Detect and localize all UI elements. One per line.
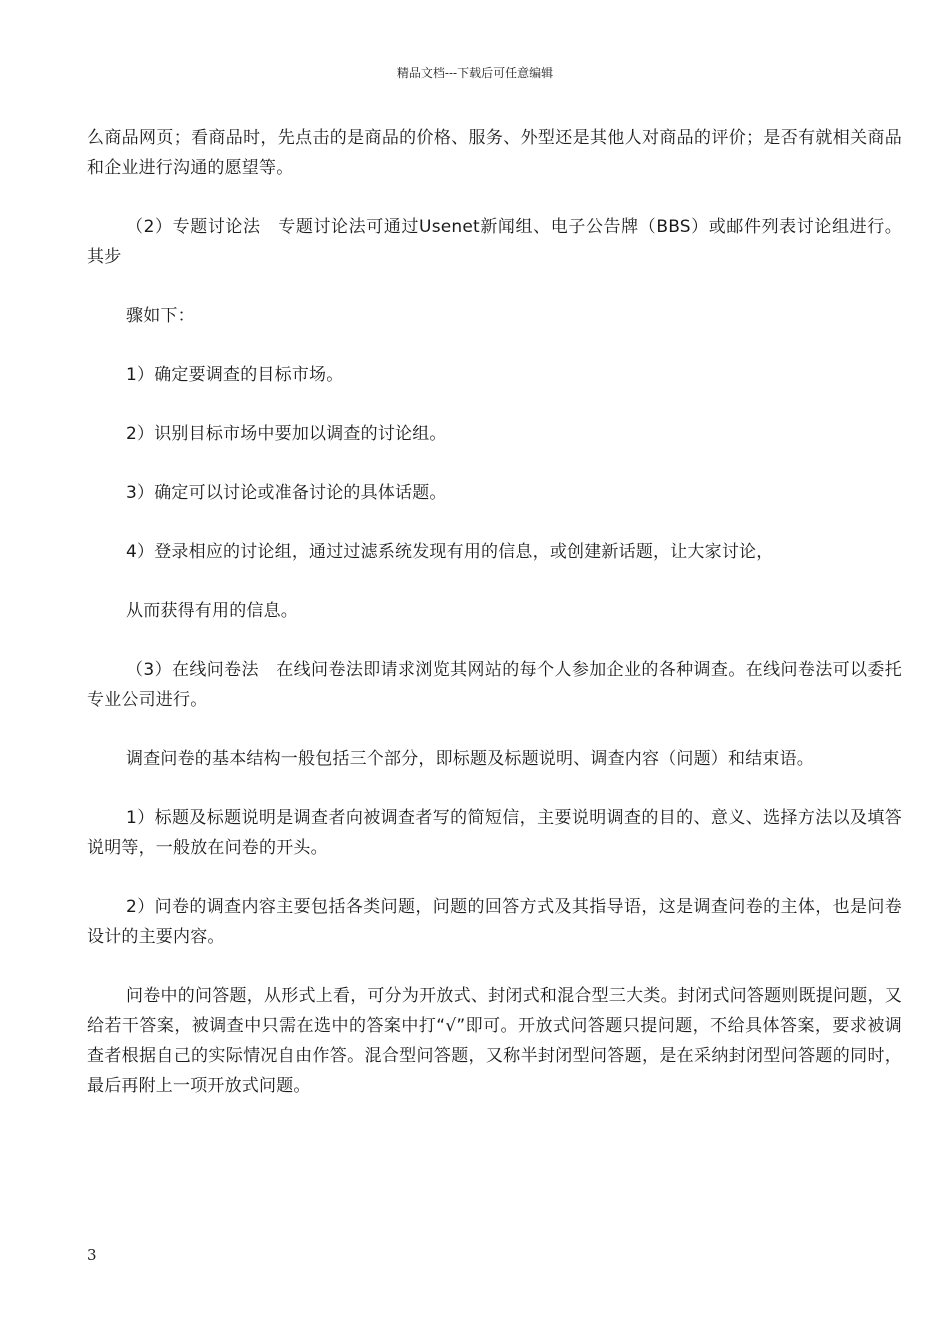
page-number: 3 xyxy=(87,1246,97,1264)
page-header: 精品文档---下载后可任意编辑 xyxy=(396,66,554,80)
list-item-step-4: 4）登录相应的讨论组，通过过滤系统发现有用的信息，或创建新话题，让大家讨论， xyxy=(126,542,774,562)
paragraph-question-types: 问卷中的问答题，从形式上看，可分为开放式、封闭式和混合型三大类。封闭式问答题则既提问题，又给若干答案，被调查中只需在选中的答案中打“√”即可。开放式问答题只提问题，不给具体答案，要求被调查者根据自己的实际情况自由作答。混合型问答题，又称半封闭型问答题，是在采纳封闭型问答题的同时，最后再附上一项开放式问题。 xyxy=(87,986,902,1096)
document-body xyxy=(87,123,902,1130)
paragraph-continued: 么商品网页；看商品时，先点击的是商品的价格、服务、外型还是其他人对商品的评价；是否有就相关商品和企业进行沟通的愿望等。 xyxy=(87,128,902,178)
paragraph-questionnaire-structure: 调查问卷的基本结构一般包括三个部分，即标题及标题说明、调查内容（问题）和结束语。 xyxy=(126,749,814,769)
paragraph-structure-title: 1）标题及标题说明是调查者向被调查者写的简短信，主要说明调查的目的、意义、选择方法以及填答说明等，一般放在问卷的开头。 xyxy=(87,808,902,858)
list-item-step-1: 1）确定要调查的目标市场。 xyxy=(126,365,344,385)
paragraph-online-questionnaire: （3）在线问卷法 在线问卷法即请求浏览其网站的每个人参加企业的各种调查。在线问卷法可以委托专业公司进行。 xyxy=(87,660,902,710)
list-item-step-3: 3）确定可以讨论或准备讨论的具体话题。 xyxy=(126,483,447,503)
paragraph-topic-discussion: （2）专题讨论法 专题讨论法可通过Usenet新闻组、电子公告牌（BBS）或邮件列表讨论组进行。其步 xyxy=(87,217,902,267)
list-item-step-4-continued: 从而获得有用的信息。 xyxy=(126,601,298,621)
paragraph-steps-intro: 骤如下： xyxy=(126,306,195,326)
paragraph-structure-content: 2）问卷的调查内容主要包括各类问题，问题的回答方式及其指导语，这是调查问卷的主体，也是问卷设计的主要内容。 xyxy=(87,897,902,947)
list-item-step-2: 2）识别目标市场中要加以调查的讨论组。 xyxy=(126,424,447,444)
